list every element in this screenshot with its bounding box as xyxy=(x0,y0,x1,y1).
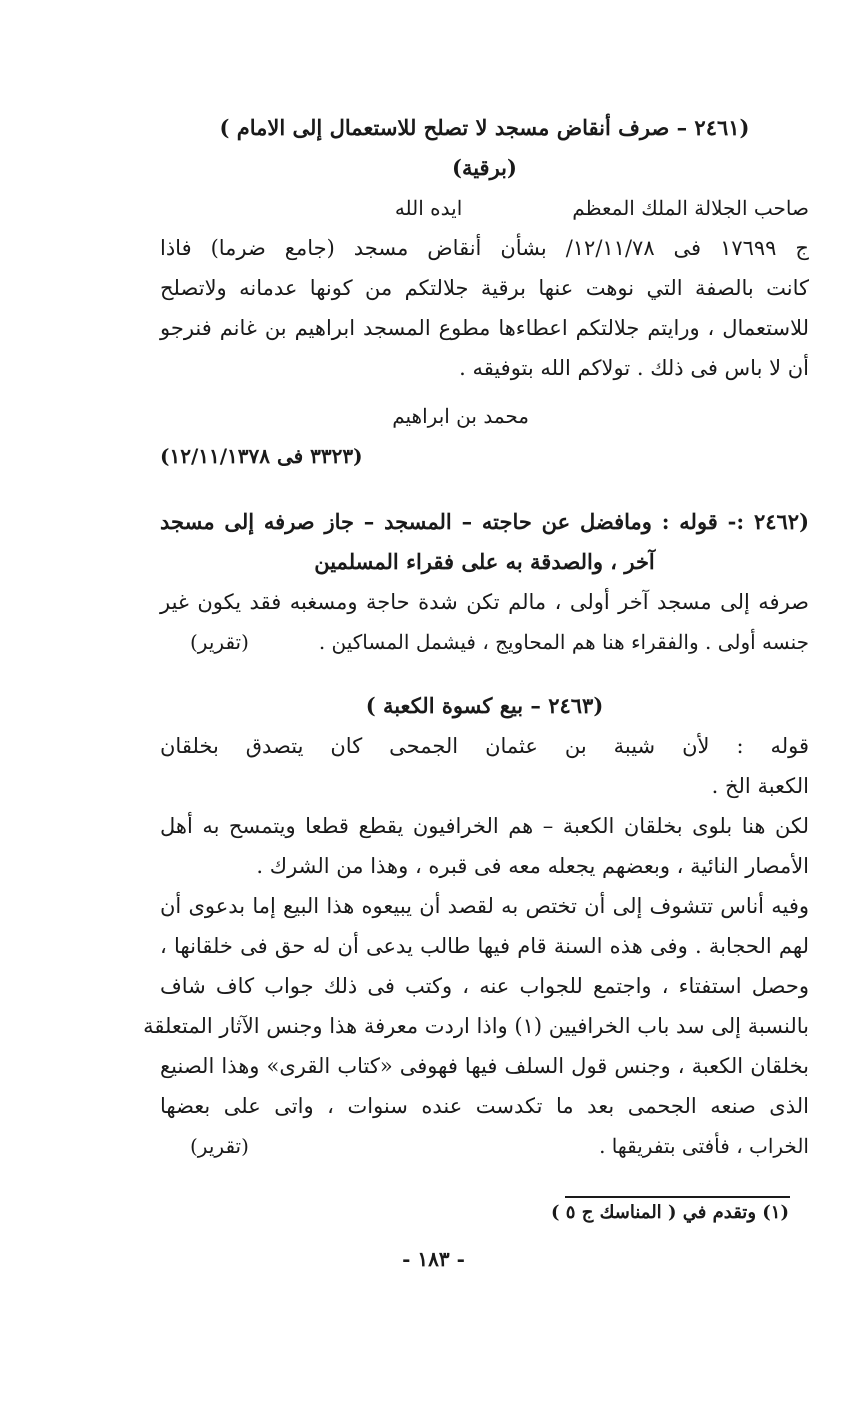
section-heading: (٢٤٦٢ :- قوله : ومافضل عن حاجته – المسجد – جاز صرفه إلى مسجد xyxy=(160,509,809,534)
paragraph-line: بخلقان الكعبة ، وجنس قول السلف فيها فهوفى «كتاب القرى» وهذا الصنيع xyxy=(160,1054,809,1078)
reference-number: (٣٣٢٣ فى ١٢/١١/١٣٧٨) xyxy=(160,444,363,468)
signature: محمد بن ابراهيم xyxy=(392,404,529,428)
paragraph-line: لهم الحجابة . وفى هذه السنة قام فيها طالب يدعى أن له حق فى خلقانها ، xyxy=(160,934,809,958)
paragraph-line: لكن هنا بلوى بخلقان الكعبة – هم الخرافيون يقطع قطعا ويتمسح به أهل xyxy=(160,814,809,838)
paragraph-line: الكعبة الخ . xyxy=(711,774,809,798)
paragraph-line-with-tag xyxy=(160,1126,809,1166)
section-2462 xyxy=(160,502,809,662)
paragraph-line: قوله : لأن شيبة بن عثمان الجمحى كان يتصدق بخلقان xyxy=(160,734,809,758)
paragraph-line: كانت بالصفة التي نوهت عنها برقية جلالتكم من كونها عدمانه ولاتصلح xyxy=(160,276,809,300)
paragraph-line-with-tag xyxy=(160,622,809,662)
paragraph-line: الأمصار النائية ، وبعضهم يجعله معه فى قبره ، وهذا من الشرك . xyxy=(256,854,809,878)
paragraph-line: وفيه أناس تتشوف إلى أن تختص به لقصد أن يبيعوه هذا البيع إما بدعوى أن xyxy=(160,894,809,918)
paragraph-line: أن لا باس فى ذلك . تولاكم الله بتوفيقه . xyxy=(459,356,809,380)
salutation-addressee: صاحب الجلالة الملك المعظم xyxy=(572,196,809,220)
section-2463 xyxy=(143,686,809,1166)
paragraph-line: وحصل استفتاء ، واجتمع للجواب عنه ، وكتب فى ذلك جواب كاف شاف xyxy=(160,974,809,998)
source-tag: (تقرير) xyxy=(190,630,249,654)
section-subheading: (برقية) xyxy=(452,155,517,180)
salutation-blessing: ايده الله xyxy=(394,196,463,220)
paragraph-line: الخراب ، فأفتى بتفريقها . xyxy=(599,1134,809,1158)
section-2461 xyxy=(160,108,809,476)
source-tag: (تقرير) xyxy=(190,1134,249,1158)
paragraph-line: ج ١٧٦٩٩ فى ١٢/١١/٧٨/ بشأن أنقاض مسجد (جامع ضرما) فاذا xyxy=(160,236,809,260)
paragraph-line: جنسه أولى . والفقراء هنا هم المحاويج ، فيشمل المساكين . xyxy=(318,630,809,654)
paragraph-line: للاستعمال ، ورايتم جلالتكم اعطاءها مطوع المسجد ابراهيم بن غانم فنرجو xyxy=(160,316,809,340)
section-heading-continued: آخر ، والصدقة به على فقراء المسلمين xyxy=(314,549,655,574)
paragraph-line: صرفه إلى مسجد آخر أولى ، مالم تكن شدة حاجة ومسغبه فقد يكون غير xyxy=(160,590,809,614)
paragraph-line: بالنسبة إلى سد باب الخرافيين (١) واذا اردت معرفة هذا وجنس الآثار المتعلقة xyxy=(143,1014,809,1038)
section-heading: (٢٤٦١ – صرف أنقاض مسجد لا تصلح للاستعمال إلى الامام ) xyxy=(219,115,750,140)
page-number: - ١٨٣ - xyxy=(402,1247,465,1271)
salutation xyxy=(160,188,809,228)
paragraph-line: الذى صنعه الجحمى بعد ما تكدست عنده سنوات ، واتى على بعضها xyxy=(160,1094,809,1118)
footnote: (١) وتقدم في ( المناسك ج ٥ ) xyxy=(551,1202,789,1223)
section-heading: (٢٤٦٣ – بيع كسوة الكعبة ) xyxy=(365,693,604,718)
